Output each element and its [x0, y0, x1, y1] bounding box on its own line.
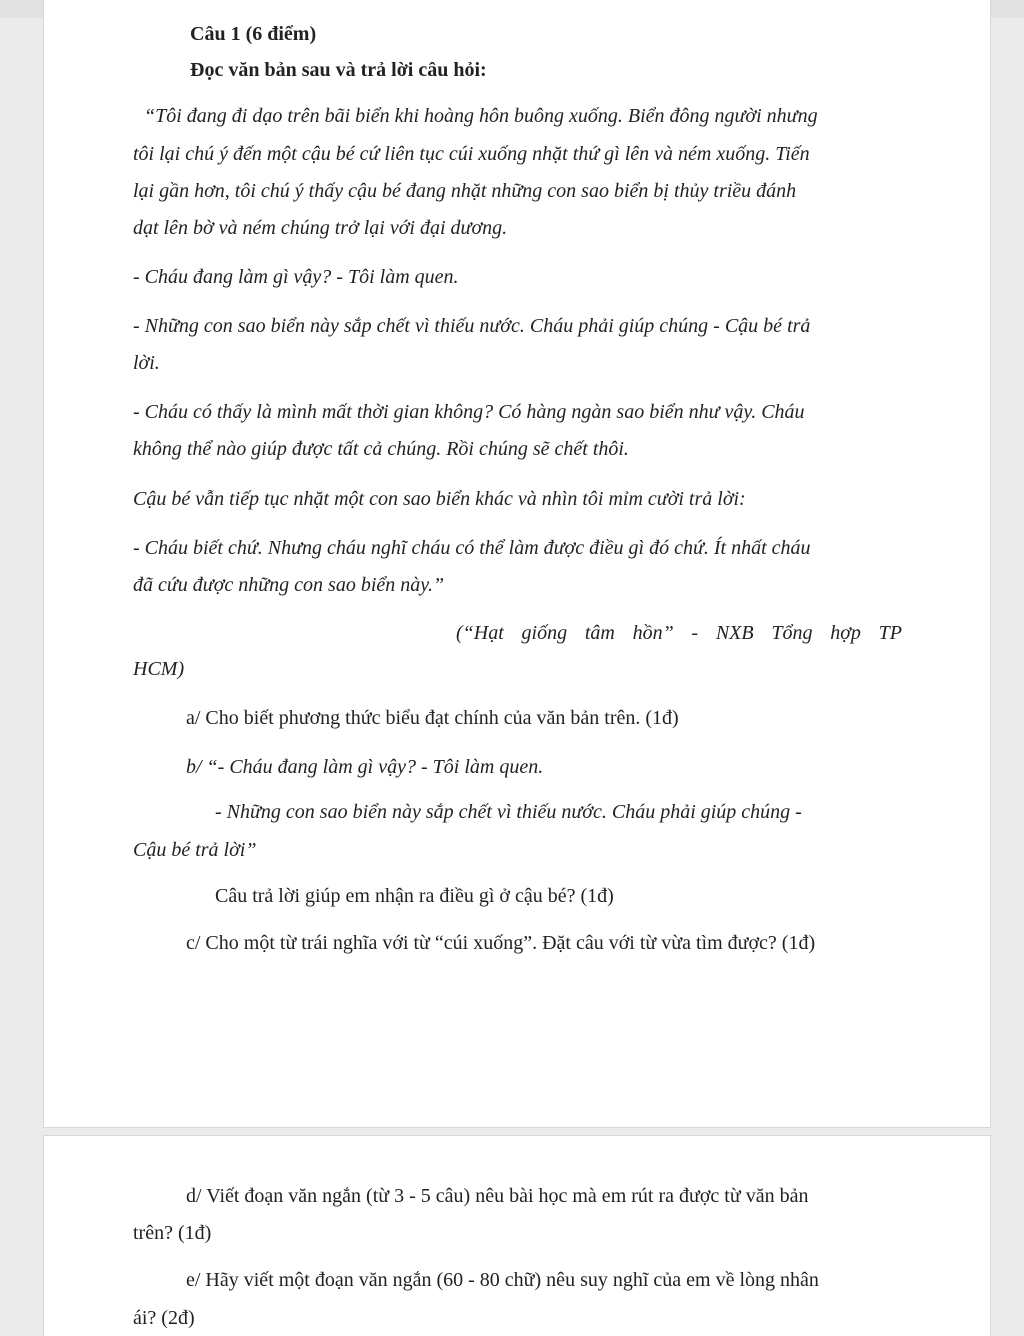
source-word: Tổng [771, 622, 813, 644]
passage-line: - Cháu có thấy là mình mất thời gian không? Có hàng ngàn sao biển như vậy. Cháu [133, 401, 805, 423]
question-b-line: - Những con sao biển này sắp chết vì thiếu nước. Cháu phải giúp chúng - [215, 801, 802, 823]
question-a: a/ Cho biết phương thức biểu đạt chính của văn bản trên. (1đ) [186, 707, 679, 729]
source-word: - [691, 622, 699, 644]
source-word: hợp [830, 622, 861, 644]
source-word: NXB [715, 622, 754, 644]
passage-line: đã cứu được những con sao biển này.” [133, 574, 445, 596]
question-d-line: trên? (1đ) [133, 1222, 212, 1244]
passage-line: lại gần hơn, tôi chú ý thấy cậu bé đang nhặt những con sao biển bị thủy triều đánh [133, 180, 797, 202]
question-d-line: d/ Viết đoạn văn ngắn (từ 3 - 5 câu) nêu bài học mà em rút ra được từ văn bản [186, 1185, 809, 1207]
passage-line: - Cháu đang làm gì vậy? - Tôi làm quen. [133, 266, 459, 288]
source-word: giống [521, 622, 568, 644]
passage-source-end: HCM) [133, 658, 185, 680]
passage-source [456, 621, 902, 645]
passage-line: dạt lên bờ và ném chúng trở lại với đại dương. [133, 217, 508, 239]
document-page-2 [44, 1136, 990, 1336]
passage-line: tôi lại chú ý đến một cậu bé cứ liên tục cúi xuống nhặt thứ gì lên và ném xuống. Tiến [133, 143, 810, 165]
source-word: tâm [584, 622, 615, 644]
passage-line: - Cháu biết chứ. Nhưng cháu nghĩ cháu có thể làm được điều gì đó chứ. Ít nhất cháu [133, 537, 811, 559]
source-word: (“Hạt [456, 622, 504, 644]
source-word: hồn” [632, 622, 674, 644]
passage-line: - Những con sao biển này sắp chết vì thiếu nước. Cháu phải giúp chúng - Cậu bé trả [133, 315, 811, 337]
question-instruction: Đọc văn bản sau và trả lời câu hỏi: [190, 59, 487, 81]
passage-line: Cậu bé vẫn tiếp tục nhặt một con sao biển khác và nhìn tôi mỉm cười trả lời: [133, 488, 746, 510]
question-c: c/ Cho một từ trái nghĩa với từ “cúi xuống”. Đặt câu với từ vừa tìm được? (1đ) [186, 932, 816, 954]
question-e-line: ái? (2đ) [133, 1307, 195, 1329]
passage-line: lời. [133, 352, 160, 374]
question-e-line: e/ Hãy viết một đoạn văn ngắn (60 - 80 chữ) nêu suy nghĩ của em về lòng nhân [186, 1269, 819, 1291]
question-title: Câu 1 (6 điểm) [190, 23, 317, 45]
question-b-prompt: Câu trả lời giúp em nhận ra điều gì ở cậu bé? (1đ) [215, 885, 614, 907]
passage-line: “Tôi đang đi dạo trên bãi biển khi hoàng hôn buông xuống. Biển đông người nhưng [144, 105, 818, 127]
source-word: TP [878, 622, 902, 644]
passage-line: không thể nào giúp được tất cả chúng. Rồi chúng sẽ chết thôi. [133, 438, 629, 460]
question-b-line: b/ “- Cháu đang làm gì vậy? - Tôi làm quen. [186, 756, 544, 778]
document-page-1 [44, 0, 990, 1127]
question-b-line: Cậu bé trả lời” [133, 839, 257, 861]
